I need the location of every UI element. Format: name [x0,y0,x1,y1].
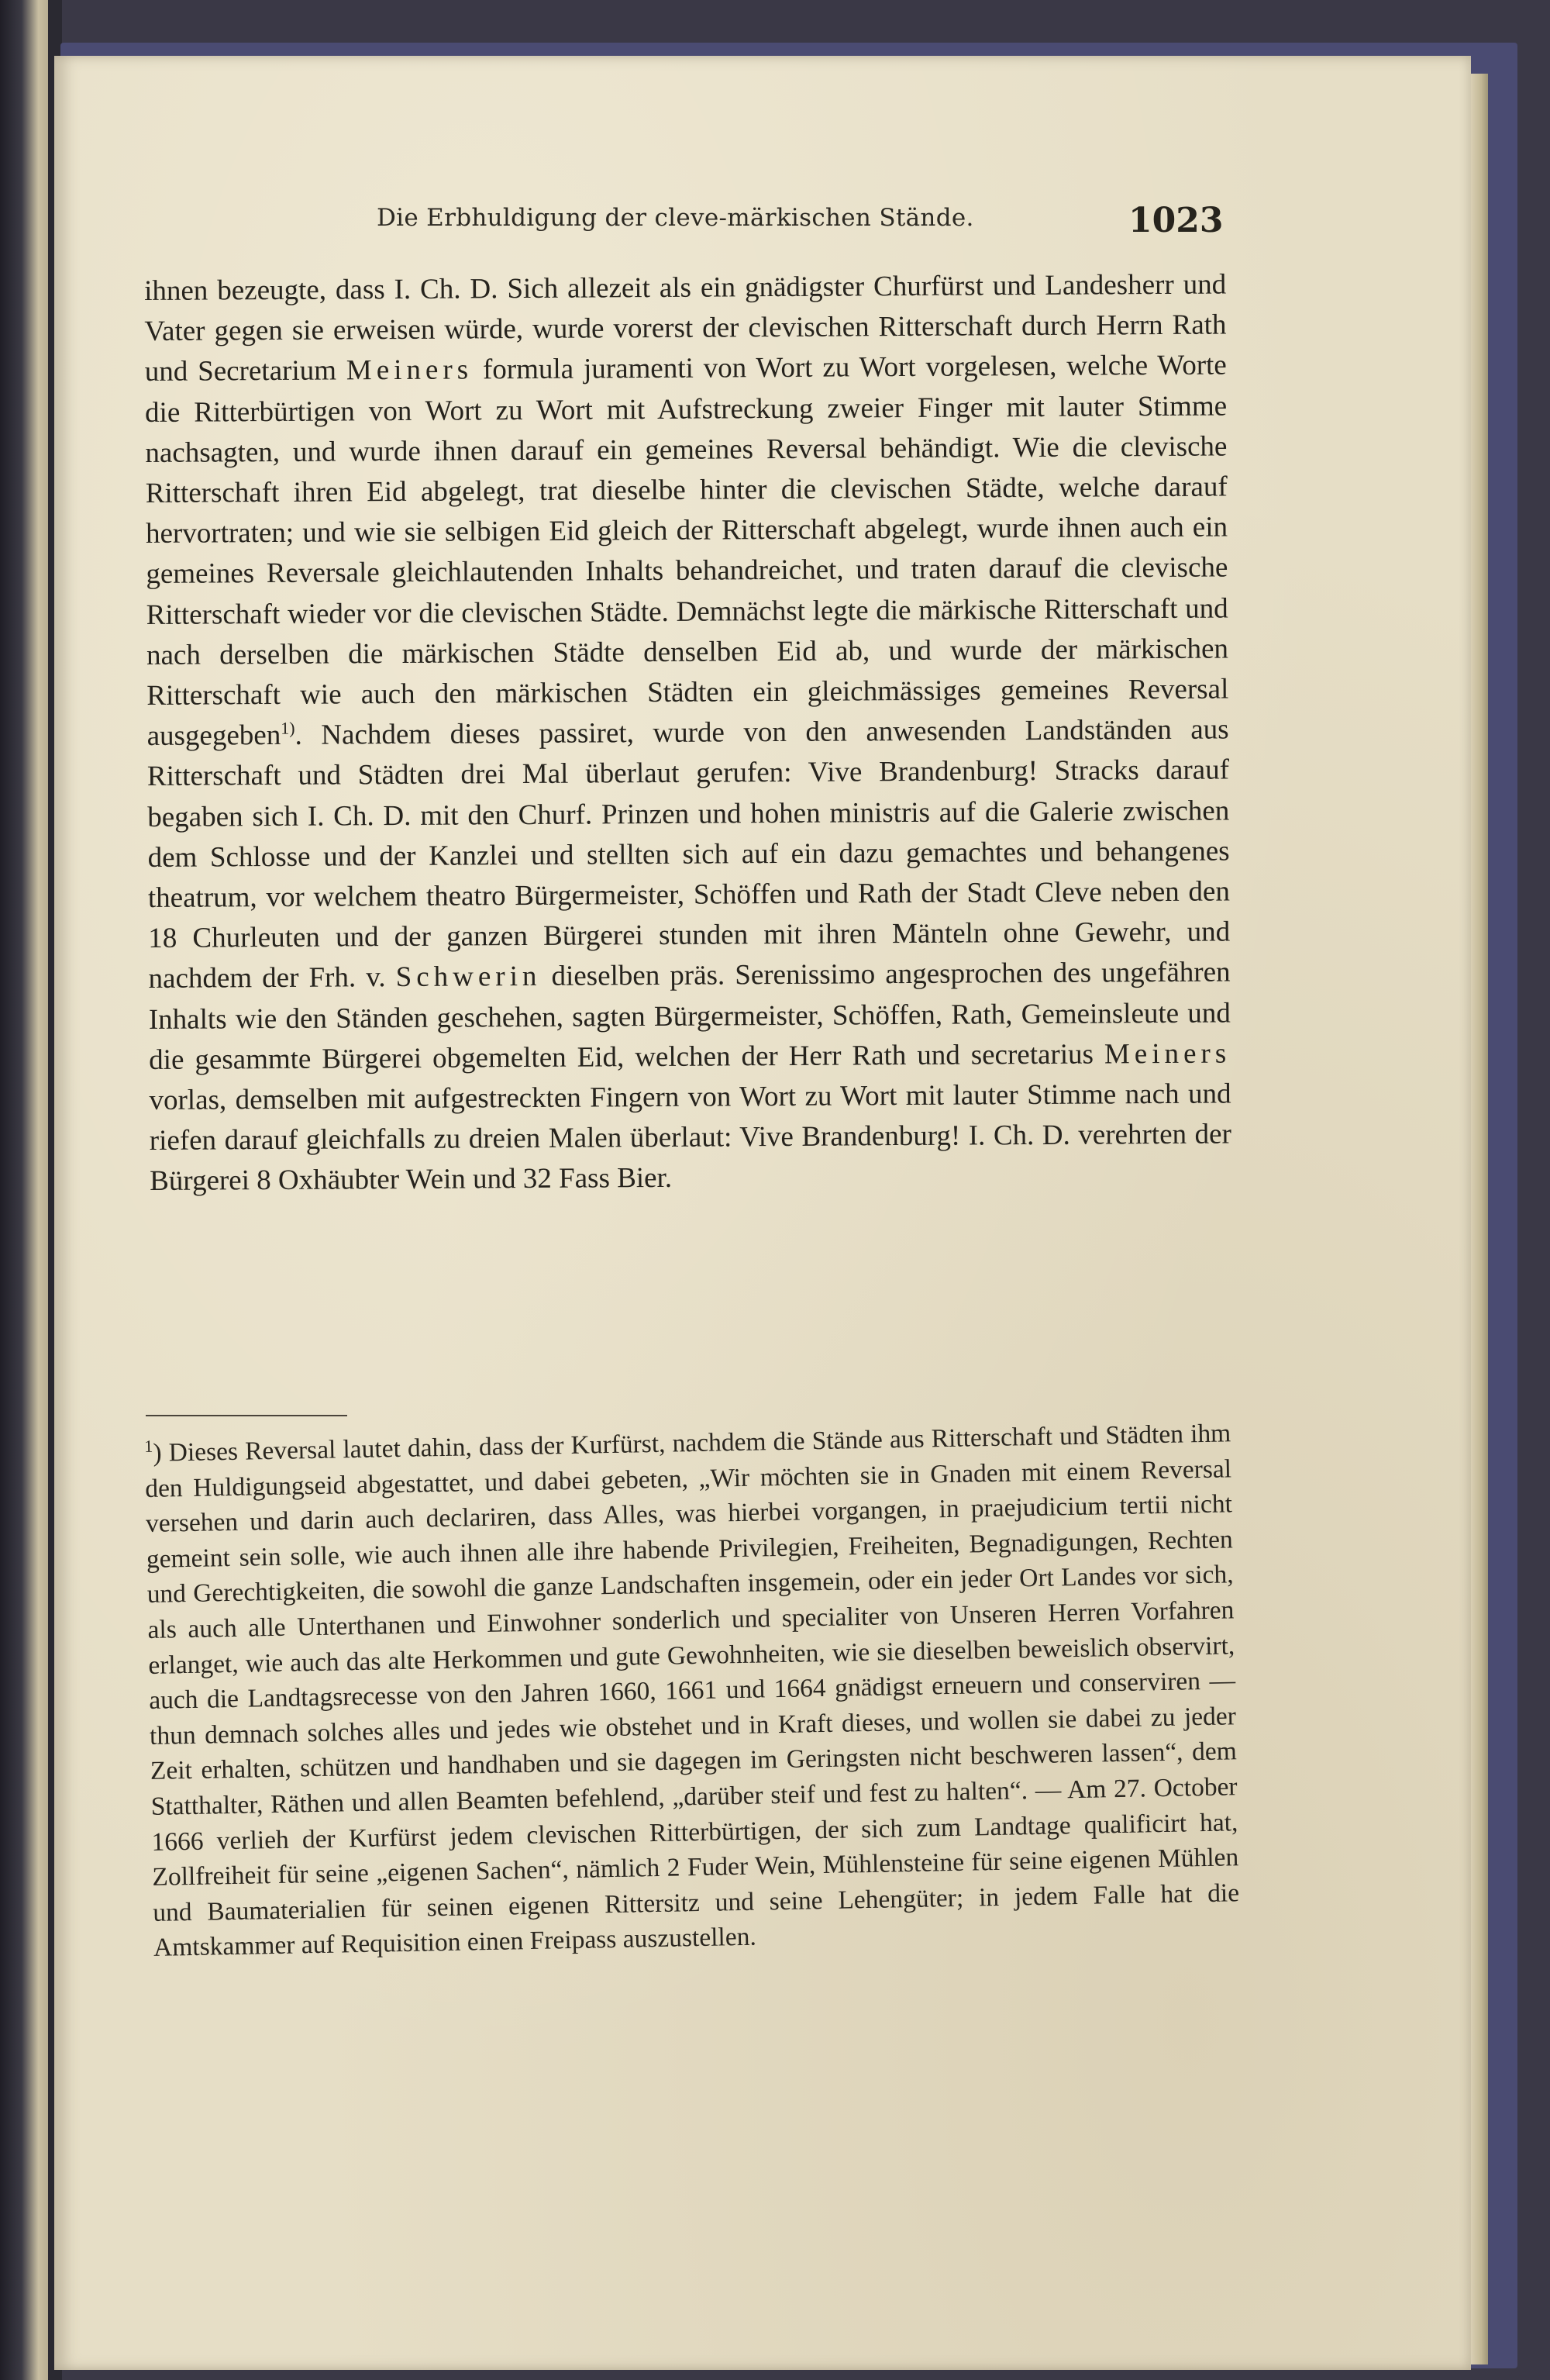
name-schwerin: Schwerin [395,961,542,994]
main-text-part-2: formula juramenti von Wort zu Wort vorgelesen, welche Worte die Ritterbürtigen von Wort zu Wort mit Aufstreckung zweier Finger mit lauter Stimme nachsagten, und wurde ihnen darauf ein gemeines Reversal behändigt. Wie die clevische Ritterschaft ihren Eid abgelegt, trat dieselbe hinter die clevischen Städte, welche darauf hervortraten; und wie sie selbigen Eid gleich der Ritterschaft abgelegt, wurde ihnen auch ein gemeines Reversale gleichlautenden Inhalts behandreichet, und traten darauf die clevische Ritterschaft wieder vor die clevischen Städte. Demnächst legte die märkische Ritterschaft und nach derselben die märkischen Städte denselben Eid ab, und wurde der märkischen Ritterschaft wie auch den märkischen Städten ein gleichmässiges gemeines Reversal ausgegeben [144,349,1229,753]
footnote-rule [146,1415,347,1416]
main-text-part-1: ihnen bezeugte, dass I. Ch. D. Sich allezeit als ein gnädigster Churfürst und Landesherr und Vater gegen sie erweisen würde, wurde vorerst der clevischen Ritterschaft durch Herrn Rath und Secretarium [144,268,1227,388]
footnote [144,1416,1240,1965]
running-title: Die Erbhuldigung der cleve-märkischen Stände. [377,204,974,232]
name-meiners: Meiners [346,354,474,387]
name-meiners-2: Meiners [1104,1037,1231,1071]
footnote-reference: 1) [281,718,295,738]
main-text-part-5: vorlas, demselben mit aufgestreckten Fingern von Wort zu Wort mit lauter Stimme nach und riefen darauf gleichfalls zu dreien Malen überlaut: Vive Brandenburg! I. Ch. D. verehrten der Bürgerei 8 Oxhäubter Wein und 32 Fass Bier. [149,1078,1231,1198]
page-header [0,142,1550,240]
page-stack-edge [1471,74,1488,2364]
footnote-text: ) Dieses Reversal lautet dahin, dass der Kurfürst, nachdem die Stände aus Ritterschaft und Städten ihm den Huldigungseid abgestattet, und dabei gebeten, „Wir möchten sie in Gnaden mit einem Reversal versehen und darin auch declariren, dass Alles, was hierbei vorgangen, in praejudicium tertii nicht gemeint sein solle, wie auch ihnen alle ihre habende Privilegien, Freiheiten, Begnadigungen, Rechten und Gerechtigkeiten, die sowohl die ganze Landschaften insgemein, oder ein jeder Ort Landes vor sich, als auch alle Unterthanen und Einwohner sonderlich und specialiter von Unseren Herren Vorfahren erlanget, wie auch das alte Herkommen und gute Gewohnheiten, wie sie dieselben beweislich observirt, auch die Landtagsrecesse von den Jahren 1660, 1661 und 1664 gnädigst erneuern und conserviren — thun demnach solches alles und jedes wie obstehet und in Kraft dieses, und wollen sie dabei zu jeder Zeit erhalten, schützen und handhaben und sie dagegen im Geringsten nicht beschweren lassen“, dem Statthalter, Räthen und allen Beamten befehlend, „darüber steif und fest zu halten“. — Am 27. October 1666 verlieh der Kurfürst jedem clevischen Ritterbürtigen, der sich zum Landtage qualificirt hat, Zollfreiheit für seine „eigenen Sachen“, nämlich 2 Fuder Wein, Mühlensteine für seine eigenen Mühlen und Baumaterialien für seinen eigenen Rittersitz und seine Lehengüter; in jedem Falle hat die Amtskammer auf Requisition einen Freipass auszustellen. [144,1419,1240,1963]
main-text [144,264,1231,1202]
main-text-part-3: . Nachdem dieses passiret, wurde von den anwesenden Landständen aus Ritterschaft und Städten drei Mal überlaut gerufen: Vive Brandenburg! Stracks darauf begaben sich I. Ch. D. mit den Churf. Prinzen und hohen ministris auf die Galerie zwischen dem Schlosse und der Kanzlei und stellten sich auf ein dazu gemachtes und behangenes theatrum, vor welchem theatro Bürgermeister, Schöffen und Rath der Stadt Cleve neben den 18 Churleuten und der ganzen Bürgerei stunden mit ihren Mänteln ohne Gewehr, und nachdem der Frh. v. [146,713,1231,995]
main-text-part-4: dieselben präs. Serenissimo angesprochen des ungefähren Inhalts wie den Ständen geschehen, sagten Bürgermeister, Schöffen, Rath, Gemeinsleute und die gesammte Bürgerei obgemelten Eid, welchen der Herr Rath und secretarius [148,956,1231,1076]
page-number: 1023 [1128,201,1224,240]
footnote-mark: 1 [144,1436,153,1456]
facing-page-edge [0,0,48,2380]
